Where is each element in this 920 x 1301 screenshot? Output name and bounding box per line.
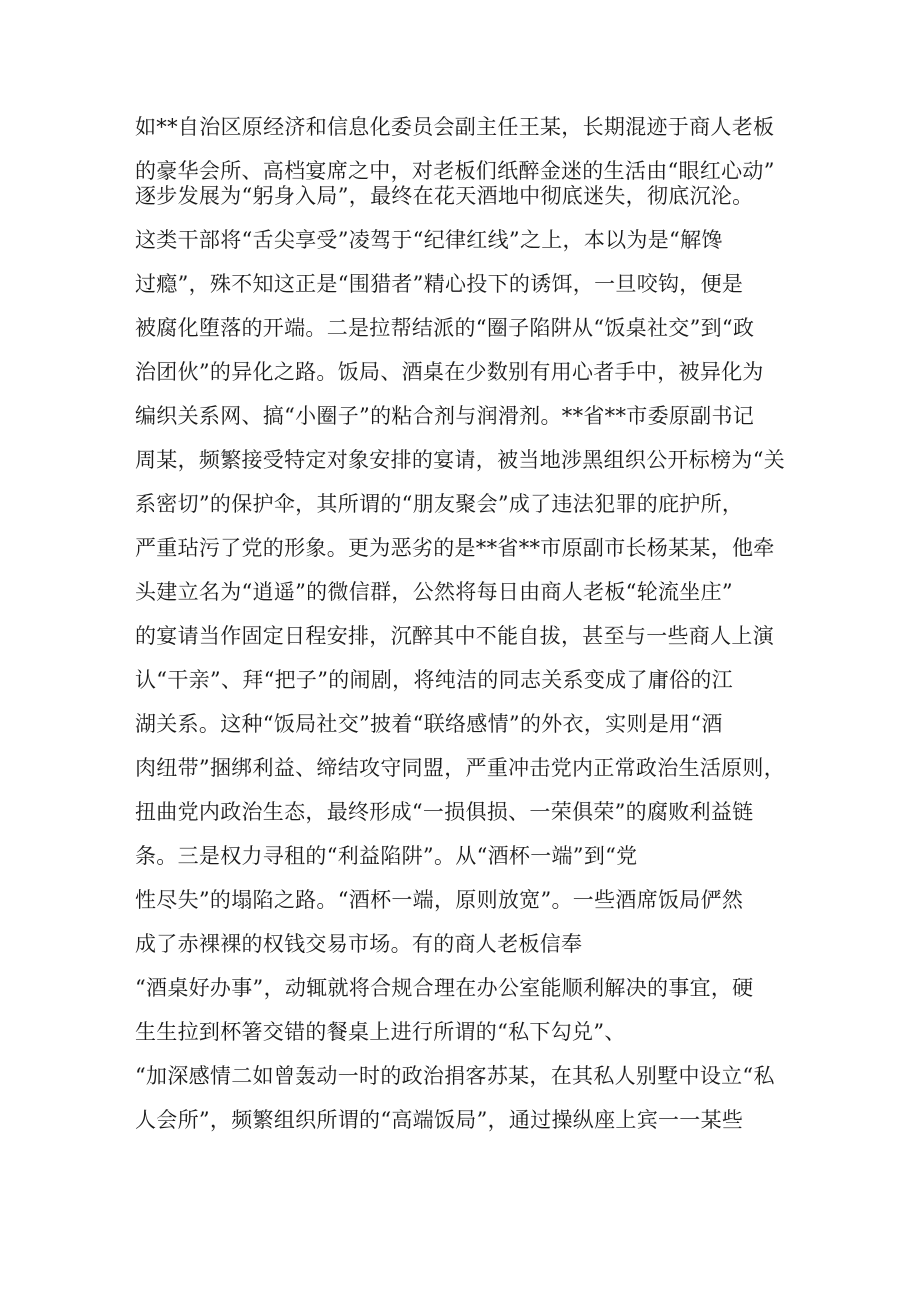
text-line-8: 编织关系网、搞“小圈子”的粘合剂与润滑剂。**省**市委原副书记 xyxy=(135,404,755,428)
text-line-23: “加深感情二如曾轰动一时的政治捐客苏某，在其私人别墅中设立“私 xyxy=(135,1064,775,1088)
text-line-10: 系密切”的保护伞，其所谓的“朋友聚会”成了违法犯罪的庇护所， xyxy=(135,492,744,516)
text-line-18: 条。三是权力寻租的“利益陷阱”。从“酒杯一端”到“党 xyxy=(135,844,638,868)
text-line-12: 头建立名为“逍遥”的微信群，公然将每日由商人老板“轮流坐庄” xyxy=(135,580,733,604)
text-line-11: 严重玷污了党的形象。更为恶劣的是**省**市原副市长杨某某，他牵 xyxy=(135,536,775,560)
text-line-13: 的宴请当作固定日程安排，沉醉其中不能自拔，甚至与一些商人上演 xyxy=(135,624,774,648)
text-line-24: 人会所”，频繁组织所谓的“高端饭局”，通过操纵座上宾一一某些 xyxy=(135,1108,744,1132)
text-line-19: 性尽失”的塌陷之路。“酒杯一端，原则放宽”。一些酒席饭局俨然 xyxy=(135,888,744,912)
text-line-14: 认“干亲”、拜“把子”的闹剧，将纯洁的同志关系变成了庸俗的江 xyxy=(135,668,733,692)
text-line-22: 生生拉到杯箸交错的餐桌上进行所谓的“私下勾兑”、 xyxy=(135,1020,626,1044)
text-line-15: 湖关系。这种“饭局社交”披着“联络感情”的外衣，实则是用“酒 xyxy=(135,712,723,736)
text-line-5: 过瘾”，殊不知这正是“围猎者”精心投下的诱饵，一旦咬钩，便是 xyxy=(135,272,744,296)
text-line-21: “酒桌好办事”，动辄就将合规合理在办公室能顺利解决的事宜，硬 xyxy=(135,976,754,1000)
text-line-2: 的豪华会所、高档宴席之中，对老板们纸醉金迷的生活由“眼红心动” xyxy=(135,159,775,183)
text-line-9: 周某，频繁接受特定对象安排的宴请，被当地涉黑组织公开标榜为“关 xyxy=(135,448,786,472)
text-line-3: 逐步发展为“躬身入局”，最终在花天酒地中彻底迷失，彻底沉沦。 xyxy=(135,184,754,208)
text-line-6: 被腐化堕落的开端。二是拉帮结派的“圈子陷阱从“饭桌社交”到“政 xyxy=(135,316,755,340)
text-line-4: 这类干部将“舌尖享受”凌驾于“纪律红线”之上，本以为是“解馋 xyxy=(135,228,723,252)
text-line-20: 成了赤裸裸的权钱交易市场。有的商人老板信奉 xyxy=(135,932,583,956)
text-line-16: 肉纽带”捆绑利益、缔结攻守同盟，严重冲击党内正常政治生活原则， xyxy=(135,756,786,780)
text-line-17: 扭曲党内政治生态，最终形成“一损俱损、一荣俱荣”的腐败利益链 xyxy=(135,800,754,824)
text-line-1: 如**自治区原经济和信息化委员会副主任王某，长期混迹于商人老板 xyxy=(135,115,775,139)
text-line-7: 治团伙”的异化之路。饭局、酒桌在少数别有用心者手中，被异化为 xyxy=(135,360,764,384)
